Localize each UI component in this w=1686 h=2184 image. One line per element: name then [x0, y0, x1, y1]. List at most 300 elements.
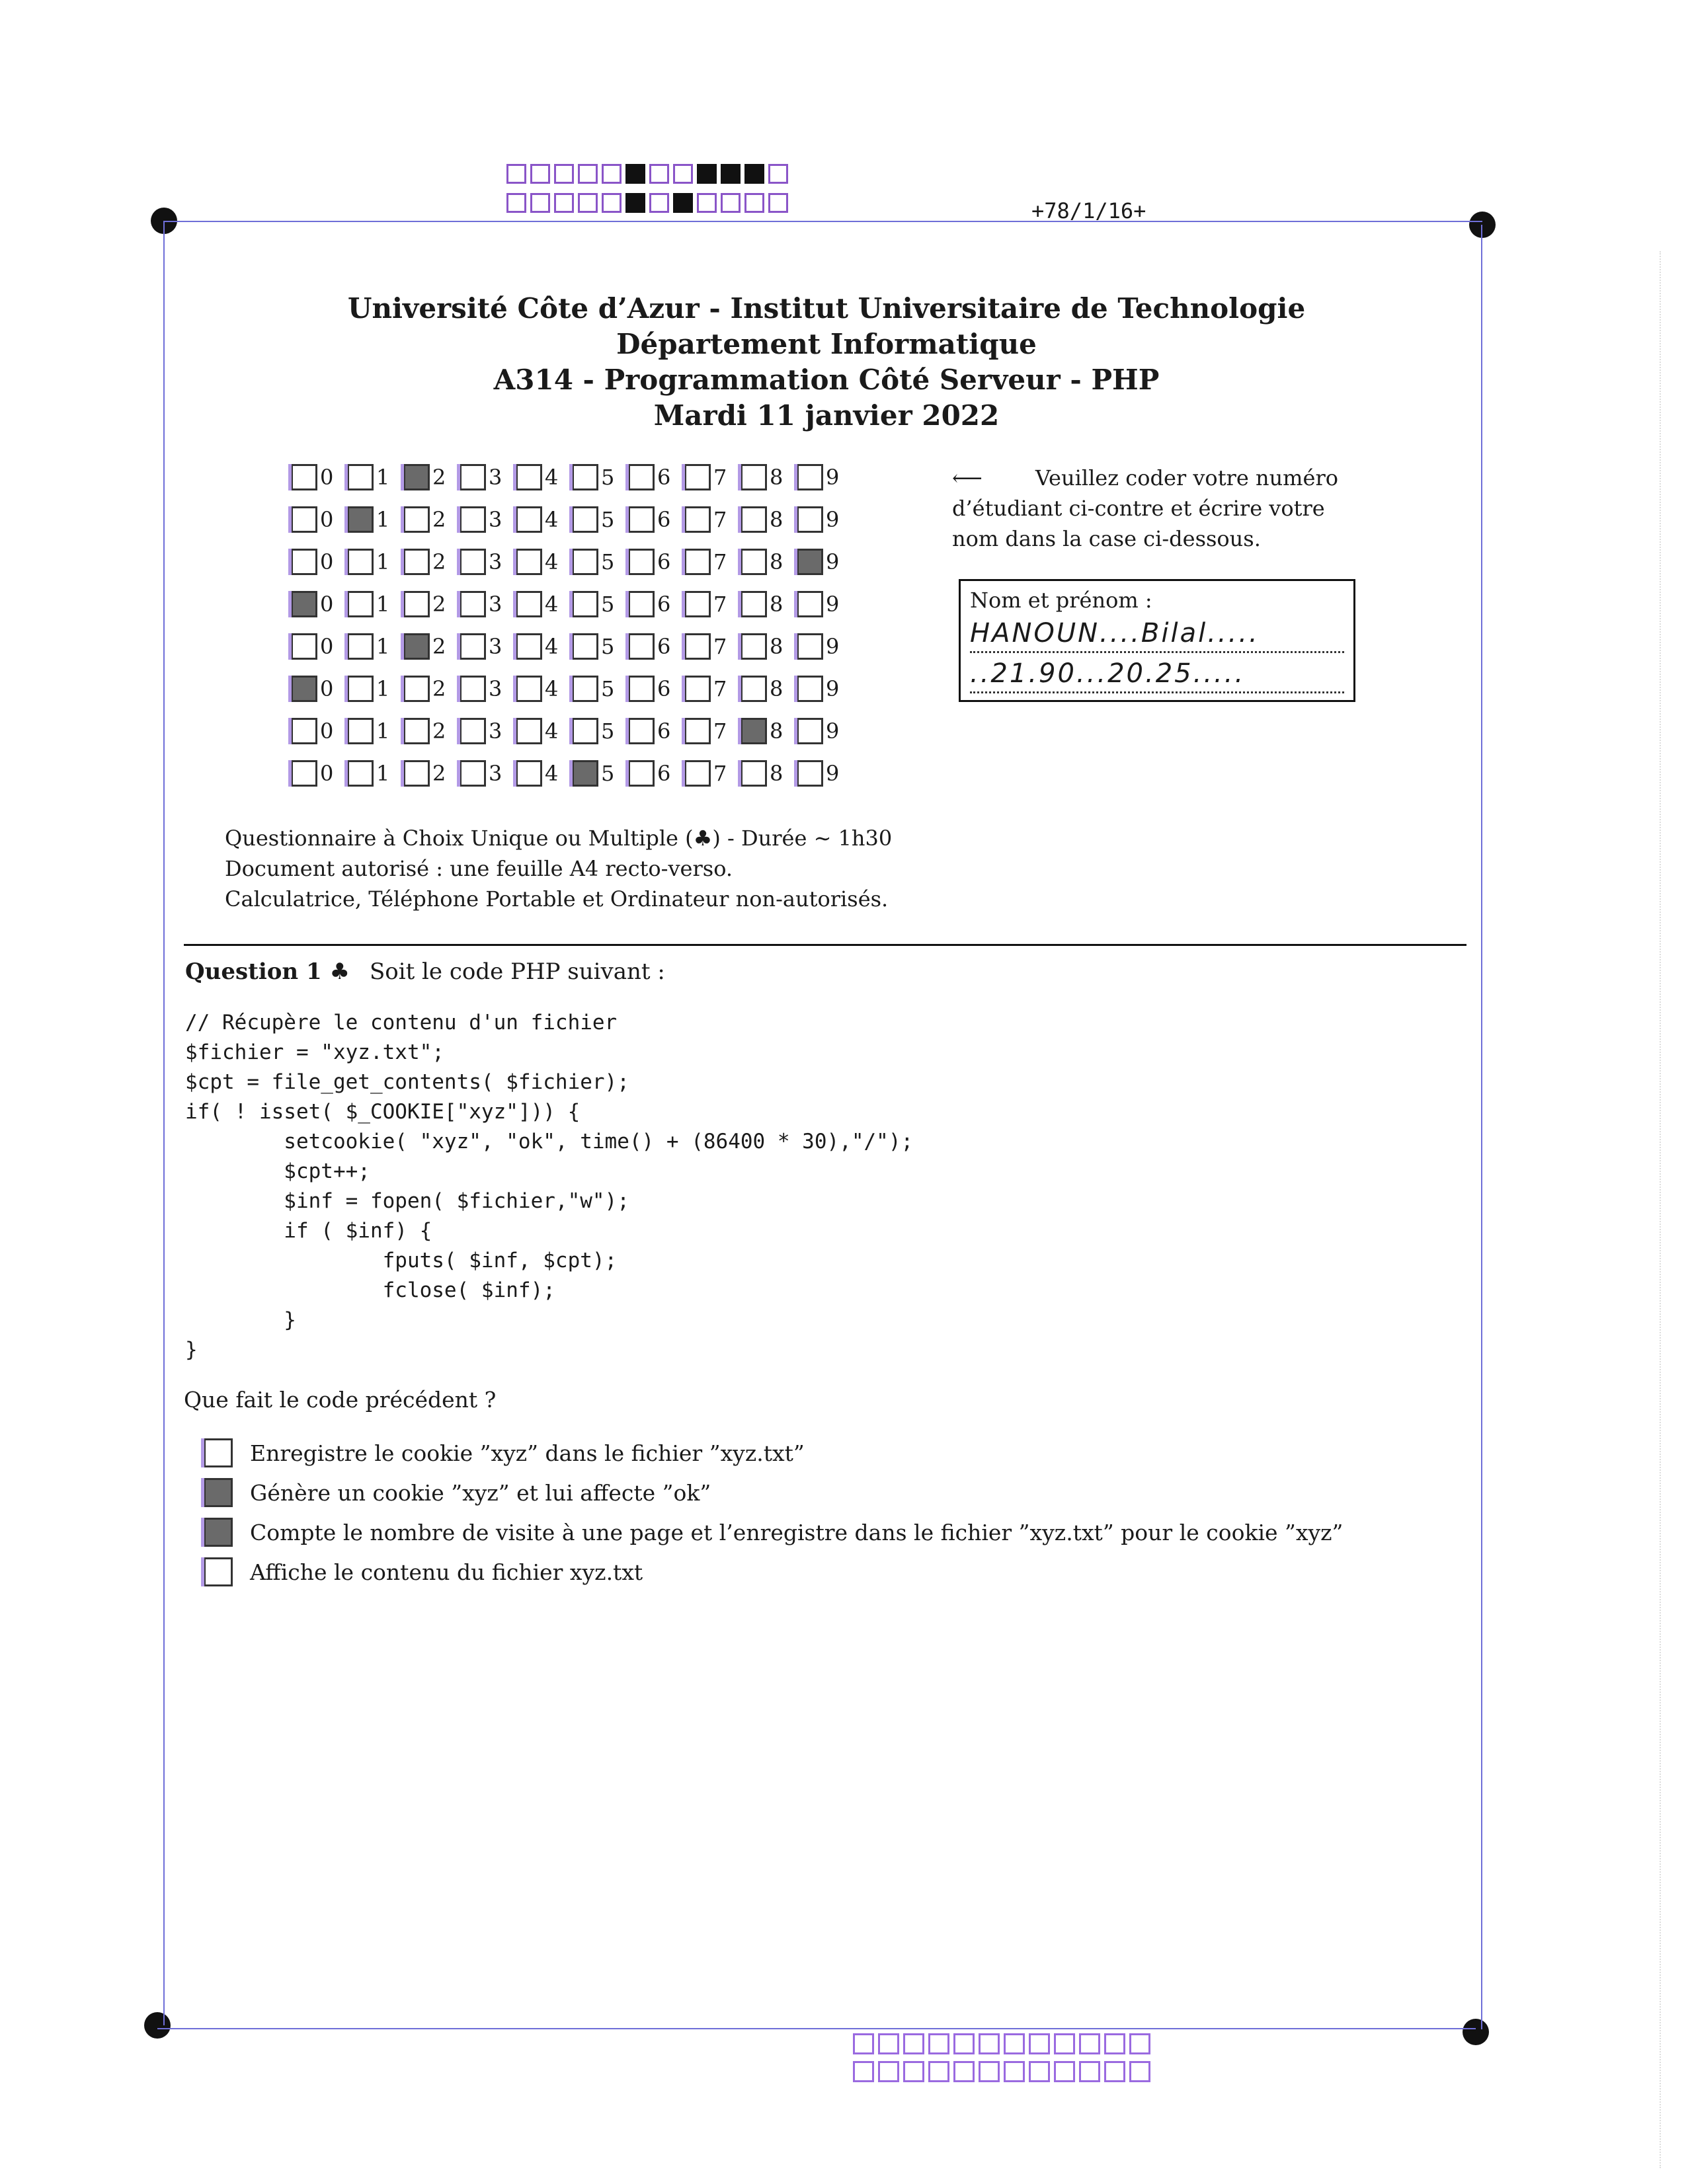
digit-option[interactable] [291, 718, 347, 744]
digit-option[interactable] [684, 591, 741, 617]
digit-checkbox[interactable] [684, 633, 711, 660]
digit-option[interactable] [403, 591, 460, 617]
code-cell [530, 193, 550, 213]
code-cell [953, 2033, 975, 2054]
name-box[interactable] [959, 579, 1355, 702]
digit-label: 1 [376, 465, 390, 490]
digit-option[interactable] [516, 718, 572, 744]
digit-checkbox[interactable] [516, 718, 542, 744]
digit-option[interactable] [403, 549, 460, 575]
code-cell [554, 164, 574, 184]
code-cell [903, 2033, 924, 2054]
digit-option[interactable] [347, 506, 403, 533]
digit-checkbox[interactable] [516, 676, 542, 702]
digit-option[interactable] [516, 549, 572, 575]
digit-checkbox[interactable] [291, 591, 317, 617]
code-cell [979, 2033, 1000, 2054]
code-cell [1079, 2033, 1100, 2054]
header-university: Université Côte d’Azur - Institut Universitaire de Technologie [347, 292, 1306, 325]
digit-option[interactable] [797, 464, 853, 490]
digit-option[interactable] [628, 464, 684, 490]
exam-info-line2: Document autorisé : une feuille A4 recto-verso. [225, 856, 733, 881]
digit-checkbox[interactable] [516, 549, 542, 575]
digit-checkbox[interactable] [628, 464, 655, 490]
digit-option[interactable] [291, 591, 347, 617]
digit-checkbox[interactable] [291, 464, 317, 490]
digit-checkbox[interactable] [403, 676, 430, 702]
handwritten-phone: ..21.90...20.25..... [970, 656, 1344, 693]
digit-label: 6 [657, 719, 671, 744]
digit-label: 6 [657, 592, 671, 617]
digit-option[interactable] [684, 676, 741, 702]
digit-checkbox[interactable] [797, 549, 823, 575]
digit-option[interactable] [460, 718, 516, 744]
digit-label: 8 [770, 634, 783, 659]
digit-checkbox[interactable] [403, 760, 430, 787]
digit-checkbox[interactable] [291, 676, 317, 702]
digit-checkbox[interactable] [797, 633, 823, 660]
digit-label: 2 [432, 761, 446, 786]
exam-info-line1: Questionnaire à Choix Unique ou Multiple (♣) - Durée ∼ 1h30 [225, 826, 893, 851]
answer-text: Génère un cookie ”xyz” et lui affecte ”ok” [250, 1479, 711, 1506]
digit-option[interactable] [741, 676, 797, 702]
answer-option[interactable] [204, 1433, 1343, 1473]
answer-checkbox[interactable] [204, 1478, 233, 1507]
digit-row [291, 456, 853, 498]
digit-label: 9 [826, 761, 840, 786]
code-cell [1029, 2033, 1050, 2054]
digit-checkbox[interactable] [741, 506, 767, 533]
digit-checkbox[interactable] [347, 633, 374, 660]
digit-checkbox[interactable] [460, 591, 486, 617]
code-cell [1004, 2033, 1025, 2054]
student-number-grid [291, 456, 853, 795]
digit-checkbox[interactable] [684, 506, 711, 533]
digit-label: 5 [601, 761, 615, 786]
digit-checkbox[interactable] [684, 549, 711, 575]
code-cell [744, 164, 764, 184]
digit-label: 2 [432, 592, 446, 617]
digit-label: 9 [826, 592, 840, 617]
digit-checkbox[interactable] [347, 676, 374, 702]
code-cell [1129, 2061, 1150, 2082]
digit-label: 2 [432, 676, 446, 701]
digit-label: 5 [601, 719, 615, 744]
digit-label: 3 [489, 592, 502, 617]
code-cell [506, 164, 526, 184]
digit-label: 0 [320, 465, 334, 490]
digit-checkbox[interactable] [460, 549, 486, 575]
code-cell [530, 164, 550, 184]
digit-option[interactable] [460, 676, 516, 702]
code-cell [649, 193, 669, 213]
registration-mark-top-right [1469, 212, 1496, 238]
registration-mark-bottom-right [1463, 2019, 1489, 2045]
digit-checkbox[interactable] [516, 633, 542, 660]
digit-option[interactable] [628, 718, 684, 744]
digit-checkbox[interactable] [460, 506, 486, 533]
digit-checkbox[interactable] [572, 464, 598, 490]
digit-option[interactable] [628, 676, 684, 702]
digit-option[interactable] [347, 760, 403, 787]
digit-label: 6 [657, 761, 671, 786]
digit-checkbox[interactable] [403, 549, 430, 575]
digit-option[interactable] [403, 760, 460, 787]
digit-label: 4 [545, 549, 559, 574]
header-course: A314 - Programmation Côté Serveur - PHP [493, 364, 1160, 396]
registration-mark-bottom-left [144, 2012, 171, 2039]
code-cell [878, 2061, 899, 2082]
digit-checkbox[interactable] [628, 676, 655, 702]
answer-checkbox[interactable] [204, 1438, 233, 1467]
digit-checkbox[interactable] [628, 760, 655, 787]
digit-checkbox[interactable] [684, 760, 711, 787]
digit-checkbox[interactable] [403, 591, 430, 617]
question-number: Question 1 ♣ [185, 958, 350, 985]
digit-option[interactable] [516, 464, 572, 490]
code-cell [768, 193, 788, 213]
digit-checkbox[interactable] [291, 718, 317, 744]
digit-checkbox[interactable] [291, 760, 317, 787]
code-cell [697, 164, 717, 184]
digit-checkbox[interactable] [291, 506, 317, 533]
digit-label: 9 [826, 465, 840, 490]
digit-checkbox[interactable] [516, 506, 542, 533]
digit-checkbox[interactable] [347, 591, 374, 617]
digit-option[interactable] [741, 760, 797, 787]
digit-option[interactable] [460, 549, 516, 575]
digit-option[interactable] [403, 633, 460, 660]
scan-edge-artifact [1660, 251, 1663, 2168]
digit-checkbox[interactable] [741, 549, 767, 575]
digit-checkbox[interactable] [347, 760, 374, 787]
code-cell [721, 164, 741, 184]
code-cell [578, 164, 598, 184]
digit-checkbox[interactable] [628, 591, 655, 617]
digit-label: 6 [657, 507, 671, 532]
handwritten-name: HANOUN....Bilal..... [970, 615, 1344, 653]
page-id: +78/1/16+ [1031, 198, 1146, 223]
digit-checkbox[interactable] [403, 506, 430, 533]
page-code-bottom-row2 [853, 2061, 1154, 2082]
code-cell [928, 2033, 949, 2054]
name-box-label: Nom et prénom : [970, 588, 1152, 613]
digit-label: 1 [376, 719, 390, 744]
digit-checkbox[interactable] [572, 591, 598, 617]
digit-option[interactable] [741, 549, 797, 575]
digit-checkbox[interactable] [347, 464, 374, 490]
digit-checkbox[interactable] [797, 760, 823, 787]
digit-option[interactable] [741, 591, 797, 617]
digit-label: 8 [770, 676, 783, 701]
digit-label: 9 [826, 676, 840, 701]
digit-checkbox[interactable] [460, 676, 486, 702]
digit-label: 8 [770, 465, 783, 490]
digit-label: 9 [826, 634, 840, 659]
digit-option[interactable] [572, 464, 628, 490]
answer-option[interactable] [204, 1473, 1343, 1512]
digit-checkbox[interactable] [460, 633, 486, 660]
digit-label: 6 [657, 549, 671, 574]
exam-info [225, 823, 892, 914]
digit-label: 0 [320, 507, 334, 532]
digit-option[interactable] [460, 760, 516, 787]
digit-checkbox[interactable] [741, 633, 767, 660]
digit-option[interactable] [460, 506, 516, 533]
digit-checkbox[interactable] [741, 760, 767, 787]
digit-option[interactable] [741, 718, 797, 744]
digit-checkbox[interactable] [797, 718, 823, 744]
digit-label: 2 [432, 549, 446, 574]
digit-option[interactable] [572, 591, 628, 617]
digit-checkbox[interactable] [628, 633, 655, 660]
digit-checkbox[interactable] [403, 633, 430, 660]
digit-checkbox[interactable] [347, 549, 374, 575]
digit-checkbox[interactable] [572, 549, 598, 575]
digit-option[interactable] [347, 464, 403, 490]
exam-info-line3: Calculatrice, Téléphone Portable et Ordinateur non-autorisés. [225, 886, 889, 912]
header [331, 291, 1322, 434]
digit-row [291, 710, 853, 752]
digit-option[interactable] [741, 464, 797, 490]
digit-option[interactable] [797, 760, 853, 787]
digit-label: 1 [376, 549, 390, 574]
digit-option[interactable] [797, 676, 853, 702]
digit-option[interactable] [628, 549, 684, 575]
digit-label: 0 [320, 549, 334, 574]
code-cell [649, 164, 669, 184]
digit-option[interactable] [797, 506, 853, 533]
digit-option[interactable] [460, 464, 516, 490]
digit-option[interactable] [684, 506, 741, 533]
answer-checkbox[interactable] [204, 1518, 233, 1547]
digit-checkbox[interactable] [460, 718, 486, 744]
digit-checkbox[interactable] [460, 760, 486, 787]
digit-checkbox[interactable] [572, 760, 598, 787]
code-cell [744, 193, 764, 213]
digit-checkbox[interactable] [797, 676, 823, 702]
answer-text: Affiche le contenu du fichier xyz.txt [250, 1559, 643, 1585]
digit-option[interactable] [797, 549, 853, 575]
code-cell [1104, 2061, 1125, 2082]
code-cell [853, 2061, 874, 2082]
header-department: Département Informatique [616, 328, 1037, 360]
code-cell [928, 2061, 949, 2082]
digit-checkbox[interactable] [684, 718, 711, 744]
code-cell [953, 2061, 975, 2082]
digit-checkbox[interactable] [741, 464, 767, 490]
digit-option[interactable] [797, 591, 853, 617]
code-cell [673, 164, 693, 184]
code-cell [1079, 2061, 1100, 2082]
code-cell [721, 193, 741, 213]
code-cell [1029, 2061, 1050, 2082]
digit-option[interactable] [684, 633, 741, 660]
digit-option[interactable] [684, 718, 741, 744]
digit-label: 4 [545, 761, 559, 786]
digit-label: 5 [601, 634, 615, 659]
digit-option[interactable] [291, 633, 347, 660]
digit-option[interactable] [684, 760, 741, 787]
digit-label: 9 [826, 719, 840, 744]
code-cell [903, 2061, 924, 2082]
digit-option[interactable] [347, 676, 403, 702]
digit-option[interactable] [291, 464, 347, 490]
code-cell [506, 193, 526, 213]
digit-checkbox[interactable] [684, 676, 711, 702]
code-cell [578, 193, 598, 213]
answer-text: Compte le nombre de visite à une page et l’enregistre dans le fichier ”xyz.txt” pour le cookie ”xyz” [250, 1519, 1344, 1545]
answer-option[interactable] [204, 1552, 1343, 1592]
digit-label: 1 [376, 634, 390, 659]
digit-checkbox[interactable] [516, 591, 542, 617]
digit-checkbox[interactable] [291, 549, 317, 575]
separator-line [184, 944, 1466, 946]
digit-option[interactable] [628, 633, 684, 660]
digit-label: 8 [770, 719, 783, 744]
digit-option[interactable] [460, 591, 516, 617]
digit-option[interactable] [403, 676, 460, 702]
digit-checkbox[interactable] [741, 591, 767, 617]
digit-option[interactable] [460, 633, 516, 660]
digit-option[interactable] [516, 760, 572, 787]
digit-label: 0 [320, 676, 334, 701]
digit-label: 8 [770, 761, 783, 786]
question-intro: Soit le code PHP suivant : [369, 958, 665, 985]
digit-label: 2 [432, 465, 446, 490]
digit-label: 4 [545, 592, 559, 617]
question-prompt: Que fait le code précédent ? [184, 1387, 497, 1413]
digit-label: 0 [320, 634, 334, 659]
digit-option[interactable] [797, 718, 853, 744]
answer-option[interactable] [204, 1512, 1343, 1552]
digit-option[interactable] [741, 633, 797, 660]
code-cell [979, 2061, 1000, 2082]
php-code-block: // Récupère le contenu d'un fichier $fichier = "xyz.txt"; $cpt = file_get_contents( $fichier); if( ! isset( $_COOKIE["xyz"])) { setcookie( "xyz", "ok", time() + (86400 * 30),"/"); $cpt++; $inf = fopen( $fichier,"w"); if ( $inf) { fputs( $inf, $cpt); fclose( $inf); } } [185, 1011, 914, 1362]
digit-checkbox[interactable] [628, 718, 655, 744]
digit-option[interactable] [572, 718, 628, 744]
digit-label: 3 [489, 549, 502, 574]
digit-label: 8 [770, 507, 783, 532]
digit-checkbox[interactable] [628, 506, 655, 533]
digit-label: 8 [770, 549, 783, 574]
digit-option[interactable] [403, 506, 460, 533]
digit-option[interactable] [628, 506, 684, 533]
digit-label: 0 [320, 592, 334, 617]
digit-option[interactable] [572, 506, 628, 533]
digit-option[interactable] [572, 633, 628, 660]
digit-row [291, 752, 853, 795]
digit-option[interactable] [347, 718, 403, 744]
digit-label: 4 [545, 507, 559, 532]
digit-option[interactable] [572, 676, 628, 702]
digit-option[interactable] [347, 591, 403, 617]
digit-row [291, 498, 853, 541]
digit-checkbox[interactable] [797, 591, 823, 617]
digit-option[interactable] [572, 760, 628, 787]
digit-checkbox[interactable] [347, 718, 374, 744]
frame-top [164, 221, 1482, 222]
page-code-top-row2 [506, 193, 792, 213]
digit-option[interactable] [516, 676, 572, 702]
digit-label: 3 [489, 719, 502, 744]
digit-checkbox[interactable] [684, 464, 711, 490]
code-cell [768, 164, 788, 184]
digit-checkbox[interactable] [403, 718, 430, 744]
digit-checkbox[interactable] [403, 464, 430, 490]
digit-option[interactable] [291, 676, 347, 702]
digit-option[interactable] [684, 549, 741, 575]
digit-checkbox[interactable] [516, 760, 542, 787]
frame-bottom [157, 2028, 1476, 2029]
digit-label: 1 [376, 507, 390, 532]
digit-checkbox[interactable] [572, 633, 598, 660]
digit-checkbox[interactable] [516, 464, 542, 490]
digit-option[interactable] [797, 633, 853, 660]
digit-option[interactable] [516, 633, 572, 660]
digit-option[interactable] [291, 506, 347, 533]
digit-label: 1 [376, 592, 390, 617]
digit-label: 4 [545, 465, 559, 490]
arrow-left-icon: ⟵ [952, 465, 983, 490]
code-cell [853, 2033, 874, 2054]
digit-option[interactable] [628, 760, 684, 787]
digit-checkbox[interactable] [572, 506, 598, 533]
digit-label: 7 [713, 465, 727, 490]
digit-option[interactable] [516, 591, 572, 617]
digit-checkbox[interactable] [347, 506, 374, 533]
answer-checkbox[interactable] [204, 1557, 233, 1586]
digit-checkbox[interactable] [572, 676, 598, 702]
digit-option[interactable] [628, 591, 684, 617]
digit-checkbox[interactable] [460, 464, 486, 490]
digit-label: 7 [713, 761, 727, 786]
digit-label: 5 [601, 592, 615, 617]
digit-option[interactable] [403, 718, 460, 744]
digit-checkbox[interactable] [741, 718, 767, 744]
digit-checkbox[interactable] [628, 549, 655, 575]
digit-label: 7 [713, 719, 727, 744]
digit-checkbox[interactable] [797, 506, 823, 533]
code-cell [1054, 2033, 1075, 2054]
digit-checkbox[interactable] [291, 633, 317, 660]
digit-option[interactable] [347, 633, 403, 660]
digit-option[interactable] [403, 464, 460, 490]
digit-label: 3 [489, 507, 502, 532]
digit-option[interactable] [291, 549, 347, 575]
digit-label: 0 [320, 719, 334, 744]
digit-option[interactable] [347, 549, 403, 575]
digit-label: 6 [657, 465, 671, 490]
digit-checkbox[interactable] [797, 464, 823, 490]
digit-checkbox[interactable] [572, 718, 598, 744]
digit-label: 1 [376, 761, 390, 786]
digit-checkbox[interactable] [741, 676, 767, 702]
code-cell [1104, 2033, 1125, 2054]
digit-label: 5 [601, 465, 615, 490]
digit-row [291, 625, 853, 668]
digit-option[interactable] [741, 506, 797, 533]
digit-checkbox[interactable] [684, 591, 711, 617]
digit-option[interactable] [572, 549, 628, 575]
code-cell [1004, 2061, 1025, 2082]
digit-label: 4 [545, 634, 559, 659]
digit-label: 9 [826, 549, 840, 574]
digit-option[interactable] [684, 464, 741, 490]
digit-option[interactable] [516, 506, 572, 533]
page-code-top-row1 [506, 164, 792, 184]
digit-option[interactable] [291, 760, 347, 787]
